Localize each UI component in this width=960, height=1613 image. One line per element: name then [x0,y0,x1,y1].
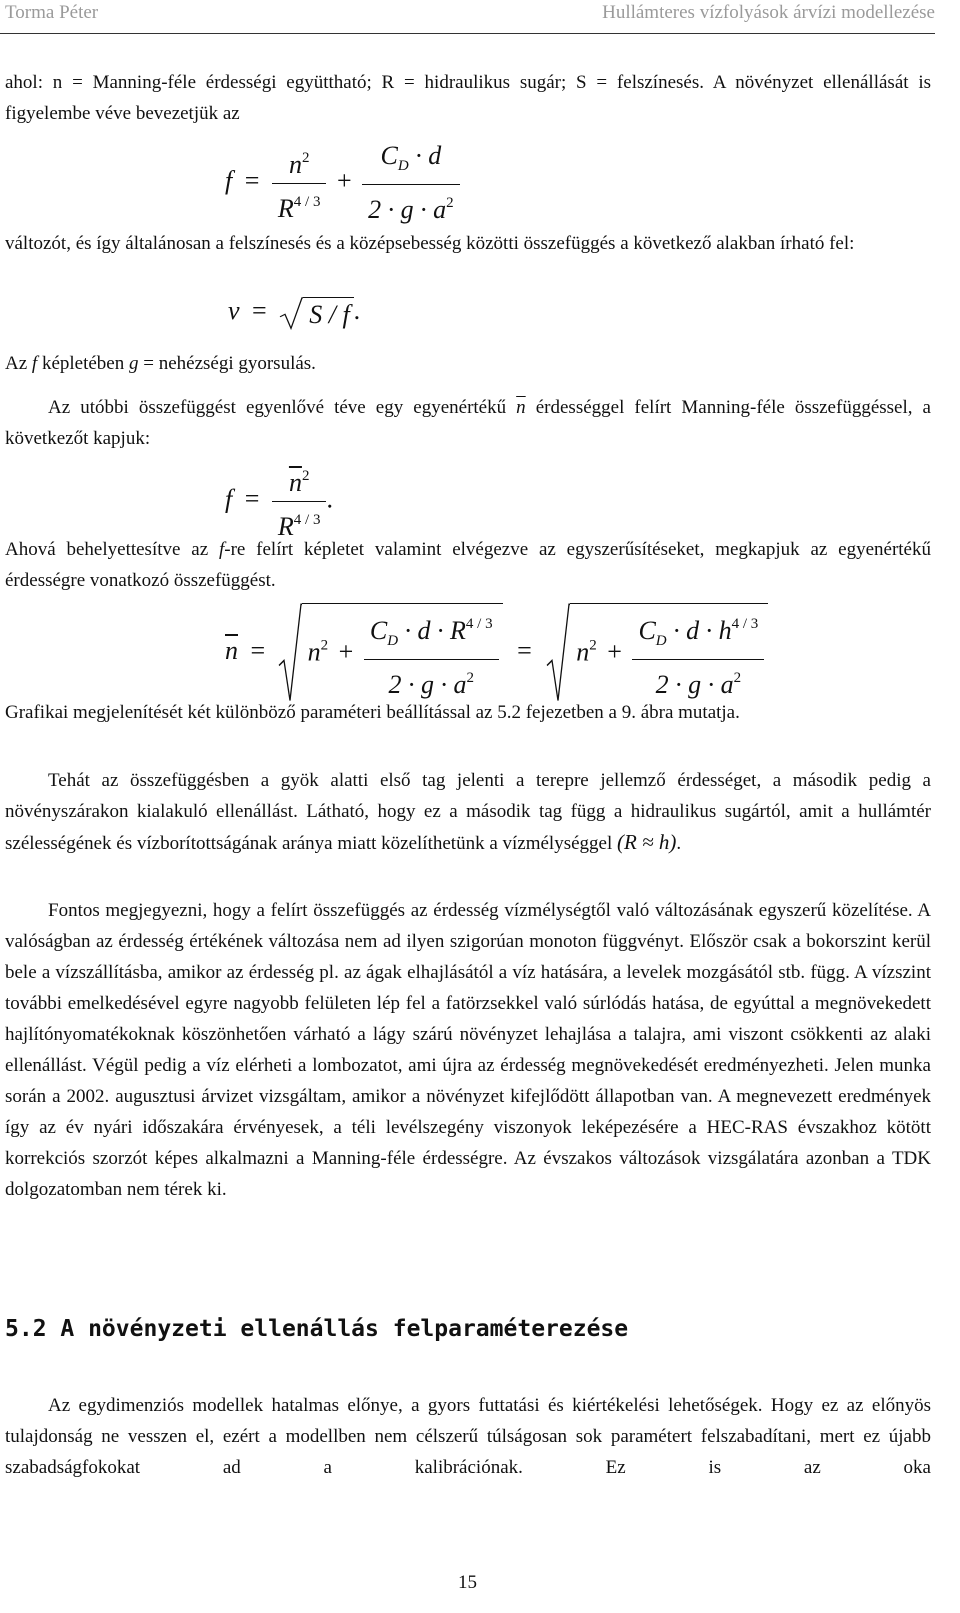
page-number: 15 [458,1572,477,1593]
sqrt-s-over-f: S / f [279,297,353,330]
paragraph-equivalent-roughness: Az utóbbi összefüggést egyenlővé téve egy egyenértékű $\overline{n}$ érdességgel felírt Manning-féle összefüggéssel, a következőt kapjuk: [5,397,931,449]
sqrt-term-2: $n^2$ + $\frac{C_D \cdot d \cdot h^{4 / 3}}{2 \cdot g \cdot a^2}$ [546,603,768,703]
equation-f-equivalent: f = $\frac{\overline{n}^2}{R^{4 / 3}}$ . [225,458,333,545]
header-rule [0,33,935,34]
paragraph-approximation: Fontos megjegyezni, hogy a felírt összefüggés az érdesség vízmélységtől való változásának egyszerű közelítése. A valóságban az érdesség értékének változása nem ad ilyen szigorúan monoton függvényt. Először csak a bokorszint kerül bele a vízszállításba, amikor az érdesség pl. az ágak elhajlásától a víz hatására, a levelek mozgásától stb. függ. A vízszint további emelkedésével egyre nagyobb felületen lép fel a fatörzsekkel való súrlódás hatása, de egyúttal a megnövekedett hajlítónyomatékoknak köszönhetően várható a lágy szárú növényzet lehajlása a talajra, ami viszont csökkenti az alaki ellenállást. Végül pedig a víz elérheti a lombozatot, ami újra az érdesség megnövekedését eredményezheti. Jelen munka során a 2002. augusztusi árvizet vizsgáltam, amikor a növényzet kifejlődött állapotban van. A megnevezett eredmények így az év nyári időszakára érvényesek, a téli levélszegény viszonyok leképezésére a HEC-RAS évszakhoz kötött korrekciós szorzót képes alkalmazni a Manning-féle érdességre. Az évszakos változások vizsgálatára azonban a TDK dolgozatomban nem térek ki. [5,900,931,1200]
equation-nbar: $\overline{n}$ = $n^2$ + $\frac{C_D \cdot d \cdot R^{4 / 3}}{2 \cdot g \cdot a^2}$ = $n^2$ + $\frac{C_D \cdot d \cdot h^{4 / 3}}{2 \cdot g \cdot a^2}$ [225,603,768,703]
equation-f-definition: f = $\frac{n^2}{R^{4 / 3}}$ + $\frac{C_D \cdot d}{2 \cdot g \cdot a^2}$ [225,138,460,228]
paragraph-model-advantages: Az egydimenziós modellek hatalmas előnye, a gyors futtatási és kiértékelési lehetőségek. Hogy ez az előnyös tulajdonság ne vesszen el, ezért a modellben nem célszerű túlságosan sok paramétert felszabadítani, mert ez újabb szabadságfokokat ad a kalibrációnak. Ez is az oka [5,1395,931,1478]
header-author: Torma Péter [5,2,99,23]
paragraph-general-relation: változót, és így általánosan a felszínesés és a középsebesség közötti összefüggés a következő alakban írható fel: [5,233,855,254]
paragraph-substitution: Ahová behelyettesítve az f-re felírt képletet valamint elvégezve az egyszerűsítéseket, megkapjuk az egyenértékű érdességre vonatkozó összefüggést. [5,539,931,591]
fraction-nbar2-over-r43: $\frac{\overline{n}^2}{R^{4 / 3}}$ [272,458,327,545]
paragraph-definitions: ahol: n = Manning-féle érdességi együttható; R = hidraulikus sugár; S = felszínesés. A növényzet ellenállását is figyelembe véve bevezetjük az [5,72,931,124]
section-heading: 5.2 A növényzeti ellenállás felparaméterezése [5,1316,629,1342]
sqrt-term-1: $n^2$ + $\frac{C_D \cdot d \cdot R^{4 / 3}}{2 \cdot g \cdot a^2}$ [278,603,503,703]
page-header [0,0,935,36]
equation-velocity: v = S / f . [228,296,361,329]
fraction-n2-over-r43: $\frac{n^2}{R^{4 / 3}}$ [272,140,327,227]
header-title: Hullámteres vízfolyások árvízi modellezése [602,2,935,23]
paragraph-g-definition: Az f képletében g = nehézségi gyorsulás. [5,353,316,374]
fraction-cd-d-over-2ga2: $\frac{C_D \cdot d}{2 \cdot g \cdot a^2}$ [362,138,460,228]
paragraph-graphic-reference: Grafikai megjelenítését két különböző paraméteri beállítással az 5.2 fejezetben a 9. ábra mutatja. [5,702,740,723]
paragraph-interpretation: Tehát az összefüggésben a gyök alatti első tag jelenti a terepre jellemző érdességet, a második pedig a növényszárakon kialakuló ellenállást. Látható, hogy ez a második tag függ a hidraulikus sugártól, amit a hullámtér szélességének és vízborítottságának aránya miatt közelíthetünk a vízmélységgel (R ≈ h). [5,770,931,854]
